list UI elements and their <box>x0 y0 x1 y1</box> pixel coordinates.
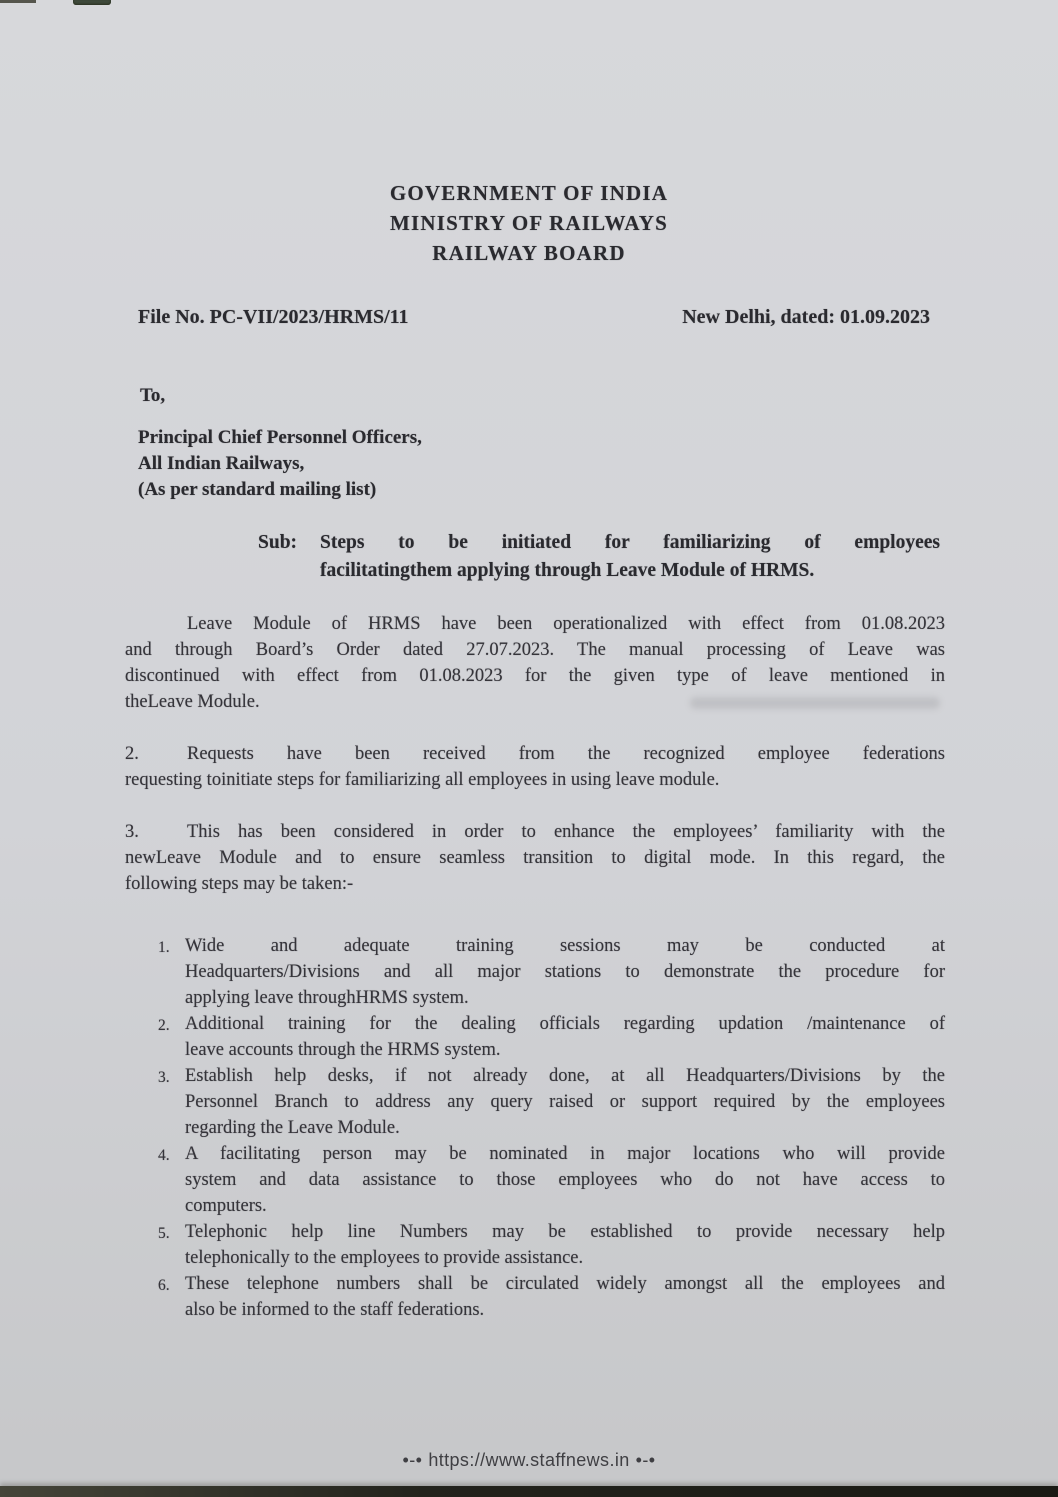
paragraph-line <box>125 741 945 767</box>
paragraph-line: theLeave Module. <box>125 692 260 712</box>
step-item-2 <box>158 1011 945 1063</box>
subject-label: Sub: <box>258 532 298 553</box>
paragraph-line: newLeave Module and to ensure seamless transition to digital mode. In this regard, the <box>125 848 945 868</box>
footer-left-mark: •-• <box>402 1450 423 1470</box>
step-line: These telephone numbers shall be circulated widely amongst all the employees and <box>185 1274 945 1294</box>
scan-artifact-top-line <box>0 0 36 3</box>
paragraph-line <box>125 819 945 845</box>
footer-right-mark: •-• <box>635 1450 656 1470</box>
paragraph-1 <box>125 611 945 715</box>
letterhead-line-board: RAILWAY BOARD <box>432 241 626 265</box>
step-line: A facilitating person may be nominated in major locations who will provide <box>185 1144 945 1164</box>
paragraph-number: 2. <box>125 744 139 764</box>
step-item-4 <box>158 1141 945 1219</box>
paragraph-line: and through Board’s Order dated 27.07.2023. The manual processing of Leave was <box>125 640 945 660</box>
step-line: also be informed to the staff federations. <box>185 1300 485 1320</box>
step-number: 3. <box>158 1069 170 1086</box>
paragraph-number: 3. <box>125 822 139 842</box>
step-line: regarding the Leave Module. <box>185 1118 400 1138</box>
paragraph-line: discontinued with effect from 01.08.2023 for the given type of leave mentioned in <box>125 666 945 686</box>
salutation: To, <box>140 385 166 406</box>
addressee-line: Principal Chief Personnel Officers, <box>138 427 422 448</box>
paragraph-line: Leave Module of HRMS have been operationalized with effect from 01.08.2023 <box>187 614 945 634</box>
step-item-6 <box>158 1271 945 1323</box>
step-item-3 <box>158 1063 945 1141</box>
step-number: 1. <box>158 939 170 956</box>
subject-line: Steps to be initiated for familiarizing of employees <box>320 532 940 553</box>
paragraph-text: This has been considered in order to enhance the employees’ familiarity with the <box>187 822 945 842</box>
step-number: 6. <box>158 1277 170 1294</box>
step-line: Headquarters/Divisions and all major stations to demonstrate the procedure for <box>185 962 945 982</box>
letter-head <box>0 178 1058 268</box>
steps-list <box>158 933 945 1323</box>
step-line: telephonically to the employees to provide assistance. <box>185 1248 584 1268</box>
step-number: 5. <box>158 1225 170 1242</box>
addressee-block <box>138 425 1058 503</box>
addressee-line: (As per standard mailing list) <box>138 479 377 500</box>
step-line: computers. <box>185 1196 267 1216</box>
step-line: leave accounts through the HRMS system. <box>185 1040 501 1060</box>
photo-edge-bottom <box>0 1486 1058 1497</box>
paragraph-line: requesting toinitiate steps for familiarizing all employees in using leave module. <box>125 770 720 790</box>
footer-url: https://www.staffnews.in <box>428 1450 630 1470</box>
subject-line: facilitatingthem applying through Leave Module of HRMS. <box>320 560 815 581</box>
letterhead-line-government: GOVERNMENT OF INDIA <box>389 181 669 205</box>
reference-row <box>138 306 930 329</box>
file-number: File No. PC-VII/2023/HRMS/11 <box>138 306 409 328</box>
watermark-footer <box>0 1450 1058 1471</box>
step-line: system and data assistance to those employees who do not have access to <box>185 1170 945 1190</box>
place-and-date: New Delhi, dated: 01.09.2023 <box>682 306 930 328</box>
step-line: applying leave throughHRMS system. <box>185 988 469 1008</box>
step-item-5 <box>158 1219 945 1271</box>
addressee-line: All Indian Railways, <box>138 453 305 474</box>
step-line: Wide and adequate training sessions may be conducted at <box>185 936 945 956</box>
step-line: Telephonic help line Numbers may be established to provide necessary help <box>185 1222 945 1242</box>
step-line: Personnel Branch to address any query raised or support required by the employees <box>185 1092 945 1112</box>
step-item-1 <box>158 933 945 1011</box>
subject-block <box>258 529 940 585</box>
step-number: 4. <box>158 1147 170 1164</box>
paragraph-3 <box>125 819 945 897</box>
paragraph-2 <box>125 741 945 793</box>
scan-artifact-top-blob <box>73 0 111 5</box>
step-line: Establish help desks, if not already done, at all Headquarters/Divisions by the <box>185 1066 945 1086</box>
step-number: 2. <box>158 1017 170 1034</box>
letterhead-line-ministry: MINISTRY OF RAILWAYS <box>389 211 669 235</box>
step-line: Additional training for the dealing officials regarding updation /maintenance of <box>185 1014 945 1034</box>
paragraph-text: Requests have been received from the recognized employee federations <box>187 744 945 764</box>
paragraph-line: following steps may be taken:- <box>125 874 354 894</box>
